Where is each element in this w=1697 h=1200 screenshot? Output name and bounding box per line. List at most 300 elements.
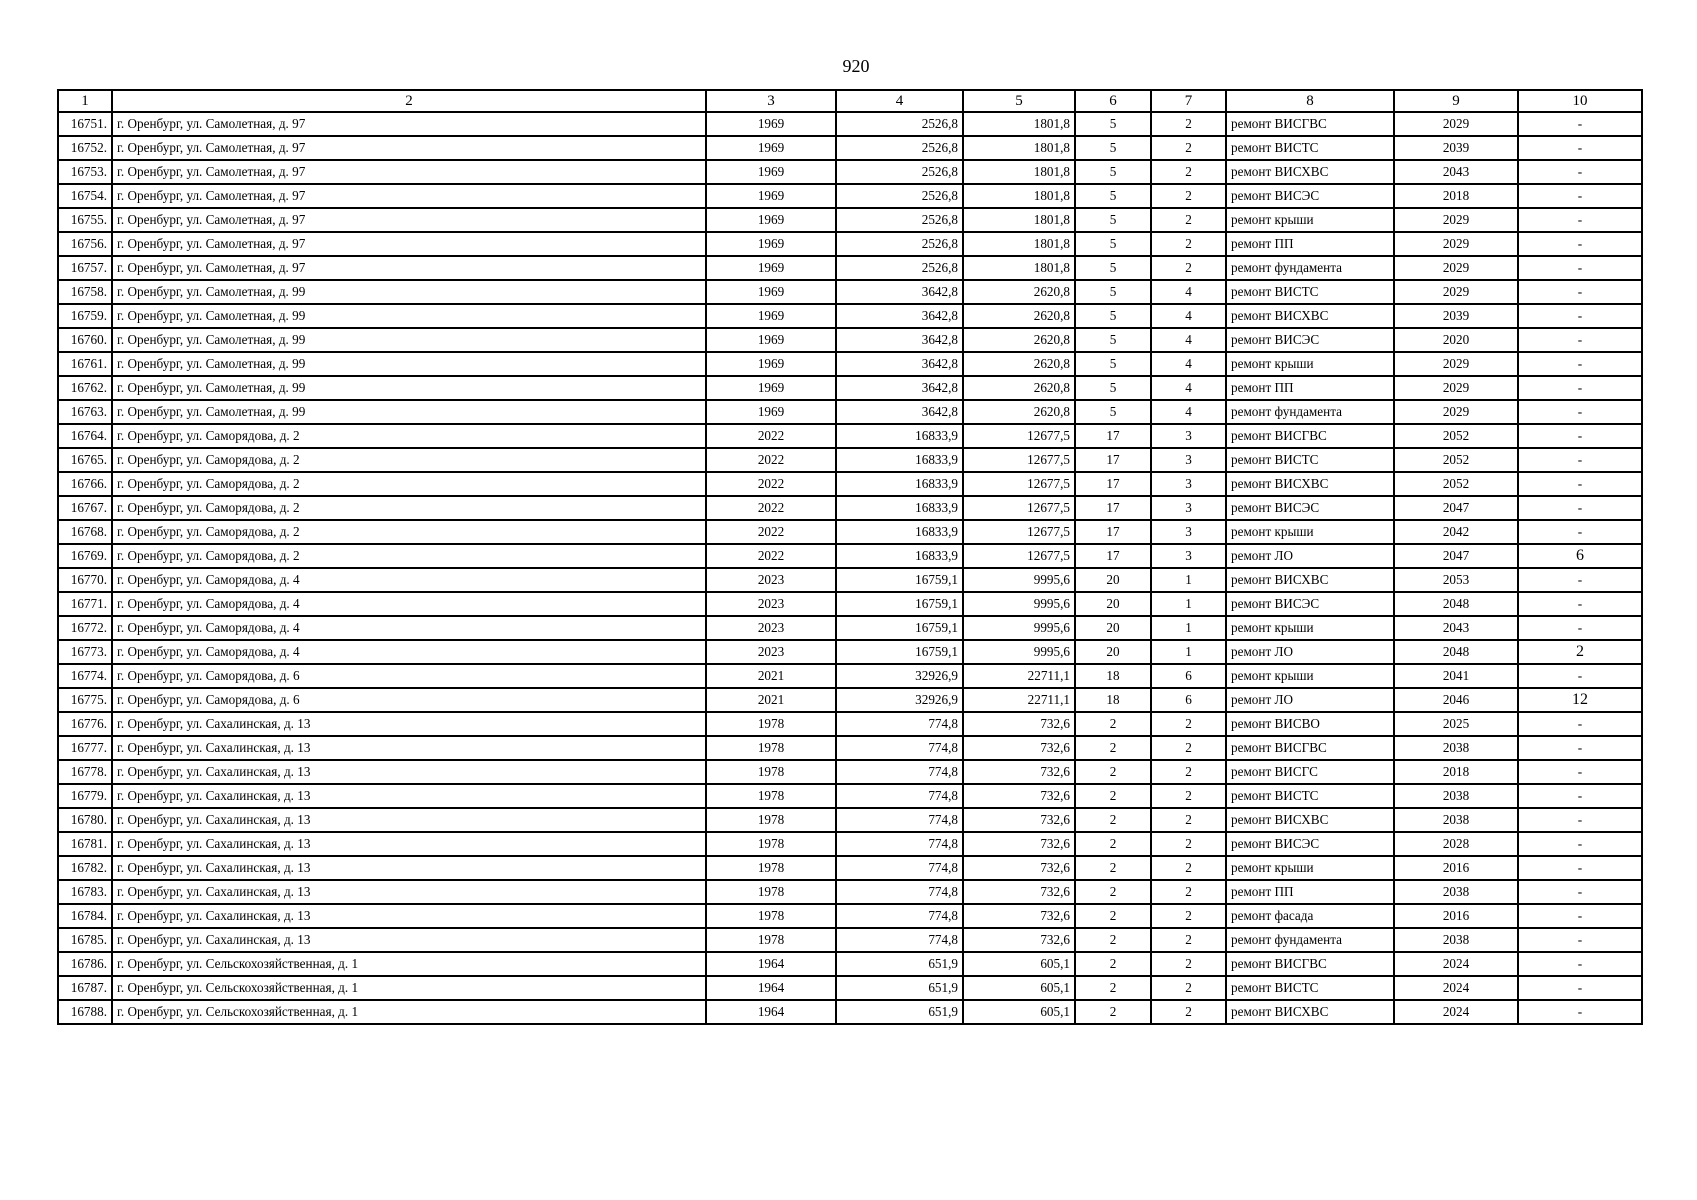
work-type-cell: ремонт ВИСТС [1226,448,1394,472]
floors-cell: 5 [1075,208,1151,232]
floors-cell: 5 [1075,184,1151,208]
table-row [58,664,1642,688]
planned-year-cell: 2028 [1394,832,1518,856]
entrances-cell: 2 [1151,232,1226,256]
address-cell: г. Оренбург, ул. Сахалинская, д. 13 [112,832,706,856]
column-header: 1 [58,90,112,112]
address-cell: г. Оренбург, ул. Самолетная, д. 99 [112,328,706,352]
living-area-cell: 1801,8 [963,208,1075,232]
table-row [58,304,1642,328]
column-header: 7 [1151,90,1226,112]
floors-cell: 5 [1075,328,1151,352]
extra-value-cell: - [1518,160,1642,184]
total-area-cell: 16833,9 [836,520,963,544]
table-row [58,424,1642,448]
floors-cell: 2 [1075,832,1151,856]
row-number-cell: 16754. [58,184,112,208]
floors-cell: 20 [1075,616,1151,640]
floors-cell: 20 [1075,592,1151,616]
extra-value-cell: - [1518,472,1642,496]
column-header: 6 [1075,90,1151,112]
extra-value-cell: - [1518,424,1642,448]
extra-value-cell: 12 [1518,688,1642,712]
table-row [58,808,1642,832]
table-row [58,328,1642,352]
work-type-cell: ремонт крыши [1226,208,1394,232]
table-row [58,184,1642,208]
address-cell: г. Оренбург, ул. Саморядова, д. 2 [112,448,706,472]
address-cell: г. Оренбург, ул. Сахалинская, д. 13 [112,928,706,952]
work-type-cell: ремонт ВИСЭС [1226,496,1394,520]
table-row [58,880,1642,904]
floors-cell: 5 [1075,352,1151,376]
extra-value-cell: - [1518,736,1642,760]
extra-value-cell: - [1518,784,1642,808]
planned-year-cell: 2020 [1394,328,1518,352]
work-type-cell: ремонт ВИСВО [1226,712,1394,736]
floors-cell: 17 [1075,472,1151,496]
living-area-cell: 12677,5 [963,496,1075,520]
build-year-cell: 1978 [706,832,836,856]
entrances-cell: 3 [1151,496,1226,520]
entrances-cell: 2 [1151,256,1226,280]
work-type-cell: ремонт ЛО [1226,688,1394,712]
address-cell: г. Оренбург, ул. Саморядова, д. 4 [112,592,706,616]
work-type-cell: ремонт ВИСХВС [1226,1000,1394,1024]
page-number: 920 [842,56,870,76]
planned-year-cell: 2016 [1394,856,1518,880]
work-type-cell: ремонт ВИСГВС [1226,424,1394,448]
planned-year-cell: 2047 [1394,496,1518,520]
entrances-cell: 2 [1151,1000,1226,1024]
column-header: 5 [963,90,1075,112]
row-number-cell: 16770. [58,568,112,592]
total-area-cell: 651,9 [836,976,963,1000]
build-year-cell: 1969 [706,280,836,304]
planned-year-cell: 2053 [1394,568,1518,592]
address-cell: г. Оренбург, ул. Самолетная, д. 97 [112,256,706,280]
living-area-cell: 9995,6 [963,568,1075,592]
total-area-cell: 16833,9 [836,496,963,520]
living-area-cell: 732,6 [963,760,1075,784]
planned-year-cell: 2038 [1394,880,1518,904]
row-number-cell: 16774. [58,664,112,688]
address-cell: г. Оренбург, ул. Сельскохозяйственная, д. 1 [112,952,706,976]
repair-schedule-table [57,89,1643,1025]
work-type-cell: ремонт крыши [1226,856,1394,880]
living-area-cell: 1801,8 [963,256,1075,280]
column-header: 4 [836,90,963,112]
planned-year-cell: 2048 [1394,592,1518,616]
planned-year-cell: 2052 [1394,448,1518,472]
column-header: 10 [1518,90,1642,112]
work-type-cell: ремонт ПП [1226,376,1394,400]
planned-year-cell: 2039 [1394,136,1518,160]
living-area-cell: 2620,8 [963,304,1075,328]
work-type-cell: ремонт ВИСХВС [1226,304,1394,328]
column-header: 3 [706,90,836,112]
planned-year-cell: 2047 [1394,544,1518,568]
entrances-cell: 4 [1151,400,1226,424]
total-area-cell: 2526,8 [836,232,963,256]
extra-value-cell: - [1518,904,1642,928]
extra-value-cell: - [1518,496,1642,520]
table-row [58,616,1642,640]
entrances-cell: 2 [1151,808,1226,832]
living-area-cell: 732,6 [963,784,1075,808]
address-cell: г. Оренбург, ул. Сахалинская, д. 13 [112,784,706,808]
work-type-cell: ремонт фундамента [1226,928,1394,952]
table-row [58,736,1642,760]
living-area-cell: 2620,8 [963,376,1075,400]
floors-cell: 2 [1075,856,1151,880]
planned-year-cell: 2024 [1394,976,1518,1000]
planned-year-cell: 2039 [1394,304,1518,328]
planned-year-cell: 2016 [1394,904,1518,928]
build-year-cell: 2022 [706,472,836,496]
floors-cell: 5 [1075,280,1151,304]
living-area-cell: 22711,1 [963,688,1075,712]
floors-cell: 17 [1075,424,1151,448]
extra-value-cell: - [1518,880,1642,904]
floors-cell: 5 [1075,256,1151,280]
row-number-cell: 16778. [58,760,112,784]
planned-year-cell: 2029 [1394,376,1518,400]
address-cell: г. Оренбург, ул. Саморядова, д. 4 [112,640,706,664]
row-number-cell: 16783. [58,880,112,904]
table-row [58,976,1642,1000]
living-area-cell: 732,6 [963,712,1075,736]
living-area-cell: 9995,6 [963,616,1075,640]
total-area-cell: 3642,8 [836,376,963,400]
extra-value-cell: - [1518,832,1642,856]
row-number-cell: 16771. [58,592,112,616]
extra-value-cell: - [1518,592,1642,616]
floors-cell: 17 [1075,448,1151,472]
entrances-cell: 2 [1151,160,1226,184]
floors-cell: 2 [1075,712,1151,736]
entrances-cell: 2 [1151,856,1226,880]
extra-value-cell: 2 [1518,640,1642,664]
planned-year-cell: 2048 [1394,640,1518,664]
planned-year-cell: 2038 [1394,736,1518,760]
total-area-cell: 2526,8 [836,136,963,160]
living-area-cell: 1801,8 [963,112,1075,136]
extra-value-cell: - [1518,136,1642,160]
address-cell: г. Оренбург, ул. Сахалинская, д. 13 [112,736,706,760]
header-row [58,90,1642,112]
extra-value-cell: - [1518,712,1642,736]
floors-cell: 5 [1075,232,1151,256]
address-cell: г. Оренбург, ул. Самолетная, д. 97 [112,112,706,136]
living-area-cell: 605,1 [963,976,1075,1000]
work-type-cell: ремонт крыши [1226,520,1394,544]
planned-year-cell: 2052 [1394,472,1518,496]
row-number-cell: 16761. [58,352,112,376]
table-row [58,904,1642,928]
entrances-cell: 2 [1151,952,1226,976]
floors-cell: 2 [1075,784,1151,808]
entrances-cell: 1 [1151,616,1226,640]
build-year-cell: 1978 [706,760,836,784]
table-row [58,448,1642,472]
total-area-cell: 774,8 [836,712,963,736]
row-number-cell: 16773. [58,640,112,664]
floors-cell: 20 [1075,640,1151,664]
address-cell: г. Оренбург, ул. Сахалинская, д. 13 [112,808,706,832]
row-number-cell: 16752. [58,136,112,160]
living-area-cell: 2620,8 [963,328,1075,352]
work-type-cell: ремонт ВИСГВС [1226,952,1394,976]
build-year-cell: 2023 [706,568,836,592]
row-number-cell: 16779. [58,784,112,808]
table-row [58,472,1642,496]
address-cell: г. Оренбург, ул. Самолетная, д. 99 [112,304,706,328]
work-type-cell: ремонт фундамента [1226,256,1394,280]
row-number-cell: 16755. [58,208,112,232]
floors-cell: 5 [1075,304,1151,328]
build-year-cell: 2022 [706,424,836,448]
row-number-cell: 16787. [58,976,112,1000]
row-number-cell: 16768. [58,520,112,544]
entrances-cell: 4 [1151,304,1226,328]
total-area-cell: 2526,8 [836,160,963,184]
build-year-cell: 1969 [706,232,836,256]
total-area-cell: 774,8 [836,904,963,928]
address-cell: г. Оренбург, ул. Самолетная, д. 97 [112,184,706,208]
planned-year-cell: 2024 [1394,952,1518,976]
living-area-cell: 732,6 [963,832,1075,856]
extra-value-cell: - [1518,928,1642,952]
entrances-cell: 2 [1151,832,1226,856]
extra-value-cell: 6 [1518,544,1642,568]
work-type-cell: ремонт ВИСГВС [1226,112,1394,136]
row-number-cell: 16760. [58,328,112,352]
entrances-cell: 2 [1151,136,1226,160]
table-row [58,160,1642,184]
living-area-cell: 732,6 [963,904,1075,928]
work-type-cell: ремонт ЛО [1226,544,1394,568]
work-type-cell: ремонт ПП [1226,880,1394,904]
entrances-cell: 2 [1151,712,1226,736]
build-year-cell: 2022 [706,544,836,568]
planned-year-cell: 2029 [1394,256,1518,280]
living-area-cell: 732,6 [963,928,1075,952]
address-cell: г. Оренбург, ул. Самолетная, д. 99 [112,280,706,304]
extra-value-cell: - [1518,280,1642,304]
address-cell: г. Оренбург, ул. Саморядова, д. 2 [112,544,706,568]
work-type-cell: ремонт ЛО [1226,640,1394,664]
living-area-cell: 605,1 [963,952,1075,976]
living-area-cell: 22711,1 [963,664,1075,688]
address-cell: г. Оренбург, ул. Саморядова, д. 6 [112,688,706,712]
floors-cell: 20 [1075,568,1151,592]
planned-year-cell: 2043 [1394,616,1518,640]
total-area-cell: 3642,8 [836,280,963,304]
extra-value-cell: - [1518,304,1642,328]
build-year-cell: 1978 [706,904,836,928]
build-year-cell: 1969 [706,304,836,328]
floors-cell: 5 [1075,136,1151,160]
living-area-cell: 2620,8 [963,400,1075,424]
build-year-cell: 1969 [706,328,836,352]
living-area-cell: 732,6 [963,880,1075,904]
build-year-cell: 2022 [706,448,836,472]
work-type-cell: ремонт ВИСХВС [1226,808,1394,832]
table-row [58,688,1642,712]
row-number-cell: 16780. [58,808,112,832]
entrances-cell: 2 [1151,928,1226,952]
table-row [58,712,1642,736]
extra-value-cell: - [1518,448,1642,472]
table-row [58,376,1642,400]
total-area-cell: 16759,1 [836,592,963,616]
entrances-cell: 6 [1151,664,1226,688]
row-number-cell: 16786. [58,952,112,976]
row-number-cell: 16758. [58,280,112,304]
total-area-cell: 2526,8 [836,208,963,232]
address-cell: г. Оренбург, ул. Саморядова, д. 2 [112,496,706,520]
work-type-cell: ремонт ВИСЭС [1226,832,1394,856]
table-row [58,232,1642,256]
extra-value-cell: - [1518,232,1642,256]
row-number-cell: 16769. [58,544,112,568]
entrances-cell: 2 [1151,184,1226,208]
work-type-cell: ремонт ВИСЭС [1226,328,1394,352]
entrances-cell: 2 [1151,976,1226,1000]
planned-year-cell: 2038 [1394,808,1518,832]
entrances-cell: 3 [1151,544,1226,568]
table-row [58,928,1642,952]
build-year-cell: 1978 [706,880,836,904]
column-header: 9 [1394,90,1518,112]
build-year-cell: 1969 [706,400,836,424]
work-type-cell: ремонт ВИСГВС [1226,736,1394,760]
row-number-cell: 16757. [58,256,112,280]
entrances-cell: 4 [1151,352,1226,376]
build-year-cell: 1969 [706,352,836,376]
build-year-cell: 2023 [706,592,836,616]
entrances-cell: 2 [1151,784,1226,808]
living-area-cell: 732,6 [963,808,1075,832]
total-area-cell: 16759,1 [836,640,963,664]
planned-year-cell: 2029 [1394,400,1518,424]
entrances-cell: 2 [1151,760,1226,784]
living-area-cell: 9995,6 [963,640,1075,664]
table-row [58,352,1642,376]
living-area-cell: 2620,8 [963,352,1075,376]
entrances-cell: 4 [1151,328,1226,352]
living-area-cell: 732,6 [963,736,1075,760]
living-area-cell: 12677,5 [963,424,1075,448]
build-year-cell: 1969 [706,160,836,184]
entrances-cell: 1 [1151,592,1226,616]
work-type-cell: ремонт крыши [1226,664,1394,688]
address-cell: г. Оренбург, ул. Самолетная, д. 97 [112,160,706,184]
extra-value-cell: - [1518,568,1642,592]
entrances-cell: 3 [1151,520,1226,544]
living-area-cell: 1801,8 [963,160,1075,184]
entrances-cell: 2 [1151,112,1226,136]
address-cell: г. Оренбург, ул. Сахалинская, д. 13 [112,904,706,928]
work-type-cell: ремонт ВИСГС [1226,760,1394,784]
table-row [58,520,1642,544]
entrances-cell: 2 [1151,736,1226,760]
living-area-cell: 12677,5 [963,520,1075,544]
work-type-cell: ремонт ВИСТС [1226,976,1394,1000]
living-area-cell: 12677,5 [963,544,1075,568]
entrances-cell: 6 [1151,688,1226,712]
floors-cell: 2 [1075,808,1151,832]
work-type-cell: ремонт ВИСЭС [1226,592,1394,616]
total-area-cell: 32926,9 [836,664,963,688]
build-year-cell: 2022 [706,496,836,520]
build-year-cell: 1978 [706,856,836,880]
address-cell: г. Оренбург, ул. Саморядова, д. 2 [112,424,706,448]
total-area-cell: 651,9 [836,1000,963,1024]
floors-cell: 17 [1075,544,1151,568]
floors-cell: 18 [1075,664,1151,688]
build-year-cell: 1969 [706,208,836,232]
row-number-cell: 16777. [58,736,112,760]
row-number-cell: 16775. [58,688,112,712]
total-area-cell: 774,8 [836,736,963,760]
floors-cell: 5 [1075,376,1151,400]
floors-cell: 2 [1075,880,1151,904]
address-cell: г. Оренбург, ул. Сахалинская, д. 13 [112,760,706,784]
work-type-cell: ремонт крыши [1226,616,1394,640]
table-row [58,400,1642,424]
row-number-cell: 16756. [58,232,112,256]
total-area-cell: 3642,8 [836,400,963,424]
build-year-cell: 1969 [706,376,836,400]
planned-year-cell: 2041 [1394,664,1518,688]
build-year-cell: 2021 [706,688,836,712]
work-type-cell: ремонт ВИСТС [1226,136,1394,160]
total-area-cell: 774,8 [836,880,963,904]
row-number-cell: 16764. [58,424,112,448]
entrances-cell: 3 [1151,424,1226,448]
living-area-cell: 1801,8 [963,232,1075,256]
total-area-cell: 16759,1 [836,568,963,592]
extra-value-cell: - [1518,256,1642,280]
extra-value-cell: - [1518,352,1642,376]
work-type-cell: ремонт ВИСТС [1226,784,1394,808]
work-type-cell: ремонт фасада [1226,904,1394,928]
extra-value-cell: - [1518,856,1642,880]
total-area-cell: 774,8 [836,832,963,856]
living-area-cell: 9995,6 [963,592,1075,616]
work-type-cell: ремонт фундамента [1226,400,1394,424]
build-year-cell: 1969 [706,184,836,208]
floors-cell: 17 [1075,496,1151,520]
planned-year-cell: 2018 [1394,184,1518,208]
extra-value-cell: - [1518,952,1642,976]
row-number-cell: 16772. [58,616,112,640]
floors-cell: 5 [1075,112,1151,136]
table-row [58,544,1642,568]
planned-year-cell: 2024 [1394,1000,1518,1024]
entrances-cell: 1 [1151,640,1226,664]
table-row [58,856,1642,880]
floors-cell: 2 [1075,952,1151,976]
entrances-cell: 2 [1151,208,1226,232]
floors-cell: 18 [1075,688,1151,712]
address-cell: г. Оренбург, ул. Самолетная, д. 97 [112,232,706,256]
extra-value-cell: - [1518,520,1642,544]
planned-year-cell: 2029 [1394,112,1518,136]
extra-value-cell: - [1518,112,1642,136]
